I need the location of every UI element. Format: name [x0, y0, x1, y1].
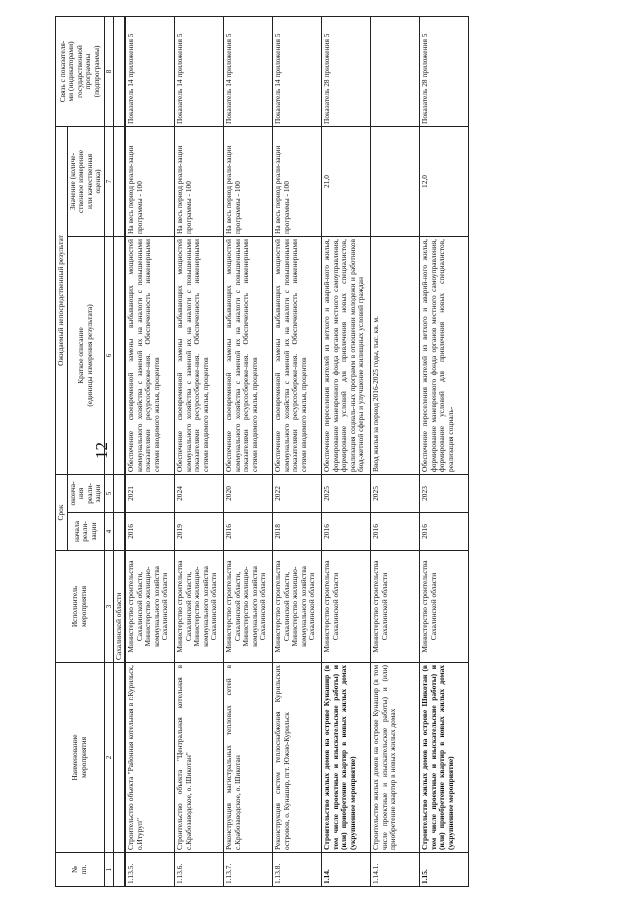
header-link: Связь с показателя- ми (индикаторами) государственной программы (подпрограммы) [56, 16, 105, 126]
row-num: 1.14.1. [371, 853, 420, 887]
row-link: Показатель 14 приложения 5 [273, 16, 322, 126]
row-name: Реконструкция магистральных тепловых сетей в с.Крабозаводское, о. Шикотан [224, 663, 273, 853]
row-num: 1.14. [322, 853, 371, 887]
row-value: 12,0 [420, 126, 469, 236]
row-link: Показатель 28 приложения 5 [322, 16, 371, 126]
row-start: 2016 [224, 513, 273, 551]
row-end: 2025 [322, 474, 371, 512]
row-name: Строительство жилых домов на острове Шикотан (в том числе проектные и изыскательские работы) и (или) приобретение квартир в новых жилых домах (укрупненное мероприятие) [420, 663, 469, 853]
row-name: Реконструкция систем теплоснабжения Курильских островов, о. Кунашир, пгт. Южно-Курильск [273, 663, 322, 853]
row-end: 2021 [125, 474, 175, 512]
row-num: 1.13.7. [224, 853, 273, 887]
row-end: 2022 [273, 474, 322, 512]
row-name: Строительство объекта "Центральная котельная в с.Крабозаводское, о. Шикотан" [175, 663, 224, 853]
table-row [371, 16, 420, 886]
col-number: 7 [104, 126, 113, 236]
row-num: 1.13.6. [175, 853, 224, 887]
row-end: 2025 [371, 474, 420, 512]
row-desc: Обеспечение переселения жителей из ветхого и аварий-ного жилья, формирование маневренного фонда органов местного самоуправления, формирование условий для привлечения новых специалистов, реализация социаль- [420, 236, 469, 474]
col-number: 3 [104, 551, 113, 663]
table-row [420, 16, 469, 886]
row-value: 21,0 [322, 126, 371, 236]
row-link: Показатель 14 приложения 5 [175, 16, 224, 126]
row-end: 2023 [420, 474, 469, 512]
col-number: 4 [104, 513, 113, 551]
row-value: На весь период реали-зации программы - 100 [273, 126, 322, 236]
header-num: № пп. [56, 853, 105, 887]
row-executor: Министерство строительства Сахалинской области, Министерство жилищно-коммунального хозяйства Сахалинской области [125, 551, 175, 663]
header-executor: Исполнитель мероприятия [56, 551, 105, 663]
page-number: 12 [92, 442, 111, 459]
row-link: Показатель 28 приложения 5 [420, 16, 469, 126]
table-row [175, 16, 224, 886]
row-link: Показатель 14 приложения 5 [125, 16, 175, 126]
header-end: оконча- ния реали- зации [67, 474, 104, 512]
row-start: 2019 [175, 513, 224, 551]
row-name: Строительство жилых домов на острове Кунашир (в том числе проектные и изыскательские работы) и (или) приобретение квартир в новых жилых домах (укрупненное мероприятие) [322, 663, 371, 853]
row-desc: Обеспечение своевременной замены выбывающих мощностей коммунального хозяйства с заменой их на аналоги с повышенными показателями ресурсосбереже-ния. Обеспеченность инженерными сетями вводимого жилья, процентов [175, 236, 224, 474]
col-number: 2 [104, 663, 113, 853]
row-link [371, 16, 420, 126]
row-desc: Ввод жилья за период 2016-2025 годы, тыс. кв. м. [371, 236, 420, 474]
row-executor: Министерство строительства Сахалинской области [371, 551, 420, 663]
row-executor: Министерство строительства Сахалинской области, Министерство жилищно-коммунального хозяйства Сахалинской области [273, 551, 322, 663]
row-value: На весь период реали-зации программы - 100 [125, 126, 175, 236]
column-number-row [104, 16, 113, 886]
table-row [273, 16, 322, 886]
row-executor: Министерство строительства Сахалинской области [420, 551, 469, 663]
header-start: начала реали- зации [67, 513, 104, 551]
region-continuation-row [113, 16, 125, 886]
table-row [322, 16, 371, 886]
measures-table [55, 16, 469, 887]
row-start: 2016 [371, 513, 420, 551]
row-link: Показатель 14 приложения 5 [224, 16, 273, 126]
row-executor: Министерство строительства Сахалинской области [322, 551, 371, 663]
col-number: 5 [104, 474, 113, 512]
row-start: 2016 [420, 513, 469, 551]
row-value: На весь период реали-зации программы - 100 [224, 126, 273, 236]
col-number: 8 [104, 16, 113, 126]
row-desc: Обеспечение своевременной замены выбывающих мощностей коммунального хозяйства с заменой их на аналоги с повышенными показателями ресурсосбереже-ния. Обеспеченность инженерными сетями вводимого жилья, процентов [125, 236, 175, 474]
row-num: 1.13.8. [273, 853, 322, 887]
col-number: 1 [104, 853, 113, 887]
rotated-page [55, 17, 585, 887]
region-executor: Сахалинской области [113, 551, 125, 663]
row-desc: Обеспечение переселения жителей из ветхого и аварий-ного жилья, формирование маневренного фонда органов местного самоуправления, формирование условий для привлечения новых специалистов, реализация социаль-ных программ в отношении молодежи и работников бюд-жетной сферы и улучшение жилищных условий граждан [322, 236, 371, 474]
row-value [371, 126, 420, 236]
row-end: 2020 [224, 474, 273, 512]
header-value: Значение (количе- ственное измерение или качественная оценка) [67, 126, 104, 236]
row-desc: Обеспечение своевременной замены выбывающих мощностей коммунального хозяйства с заменой их на аналоги с повышенными показателями ресурсосбереже-ния. Обеспеченность инженерными сетями вводимого жилья, процентов [273, 236, 322, 474]
header-desc: Краткое описание (единицы измерения результата) [67, 236, 104, 474]
row-desc: Обеспечение своевременной замены выбывающих мощностей коммунального хозяйства с заменой их на аналоги с повышенными показателями ресурсосбереже-ния. Обеспеченность инженерными сетями вводимого жилья, процентов [224, 236, 273, 474]
header-name: Наименование мероприятия [56, 663, 105, 853]
header-result: Ожидаемый непосредственный результат [56, 126, 68, 474]
row-num: 1.13.5. [125, 853, 175, 887]
header-row-1 [56, 16, 68, 886]
row-name: Строительство жилых домов на острове Кунашир (в том числе проектные и изыскательские работы) и (или) приобретение квартир в новых жилых домах [371, 663, 420, 853]
header-term: Срок [56, 474, 68, 550]
row-num: 1.15. [420, 853, 469, 887]
row-start: 2018 [273, 513, 322, 551]
row-executor: Министерство строительства Сахалинской области, Министерство жилищно-коммунального хозяйства Сахалинской области [224, 551, 273, 663]
table-row [125, 16, 175, 886]
row-end: 2024 [175, 474, 224, 512]
row-value: На весь период реали-зации программы - 100 [175, 126, 224, 236]
row-executor: Министерство строительства Сахалинской области, Министерство жилищно-коммунального хозяйства Сахалинской области [175, 551, 224, 663]
col-number: 6 [104, 236, 113, 474]
table-row [224, 16, 273, 886]
row-start: 2016 [322, 513, 371, 551]
row-start: 2016 [125, 513, 175, 551]
row-name: Строительство объекта "Районная котельная в г.Курильск, о.Итуруп" [125, 663, 175, 853]
